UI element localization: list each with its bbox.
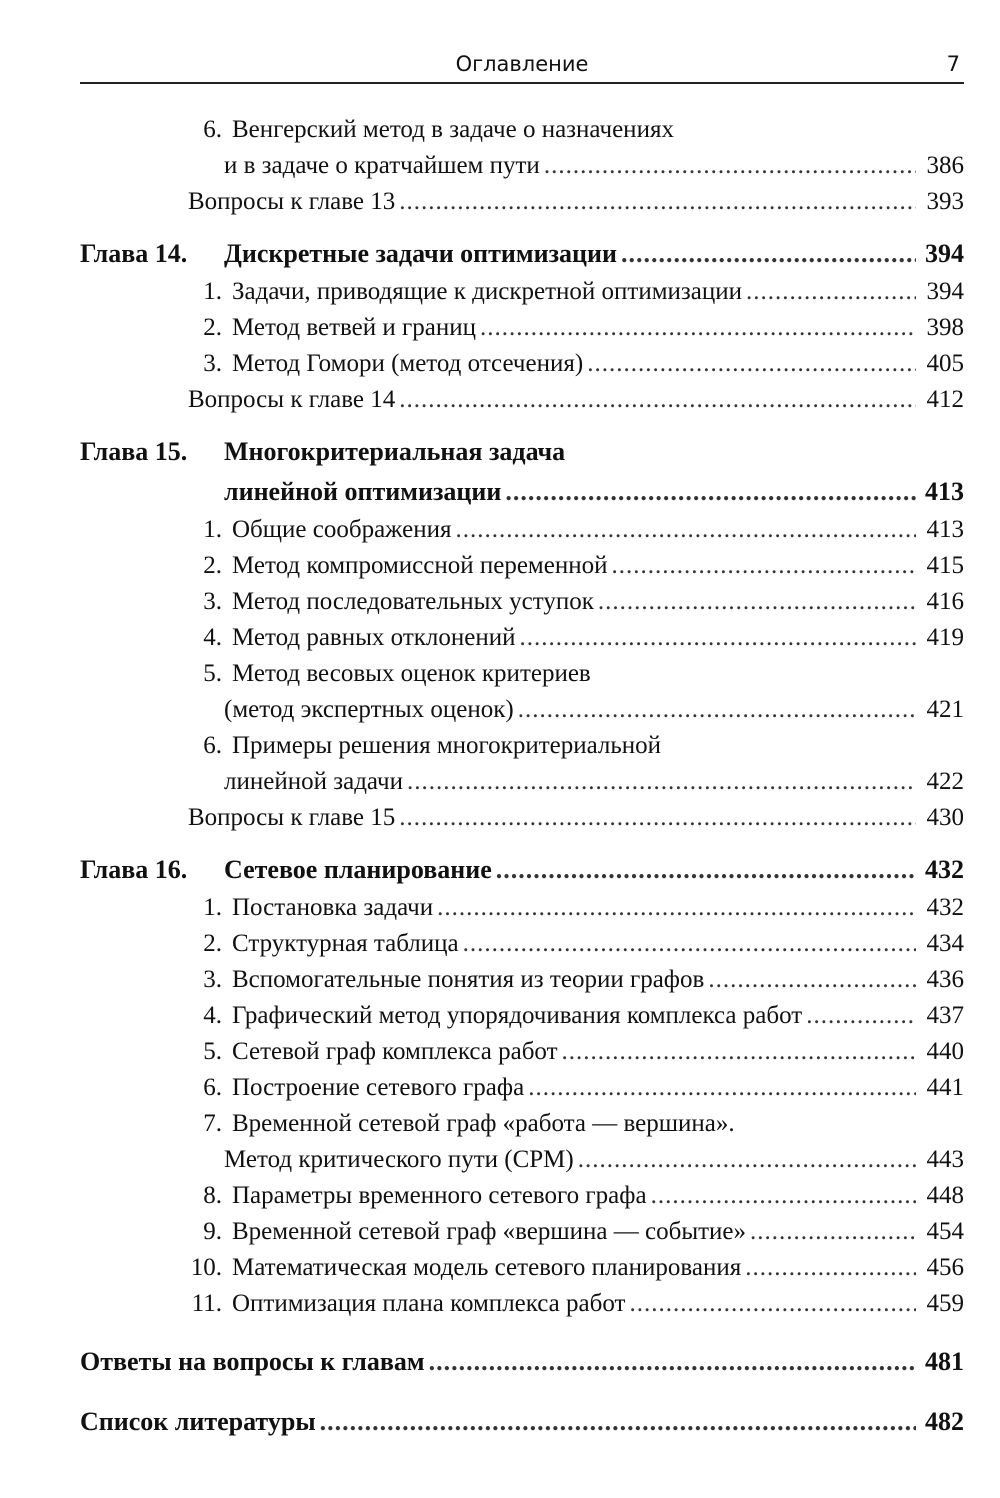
section-number: 10. <box>190 1254 222 1281</box>
toc-entry[interactable] <box>80 890 964 926</box>
toc-entry-continuation[interactable] <box>80 692 964 728</box>
running-header-title: Оглавление <box>455 52 589 76</box>
section-title: Построение сетевого графа <box>232 1074 525 1101</box>
chapter-label: Глава 14. <box>80 239 188 268</box>
dot-leader <box>480 310 916 346</box>
dot-leader <box>463 926 916 962</box>
section-title: Метод компромиссной переменной <box>232 552 608 579</box>
section-title: Задачи, приводящие к дискретной оптимизации <box>232 278 743 305</box>
section-title: Метод ветвей и границ <box>232 314 477 341</box>
dot-leader <box>399 800 916 836</box>
toc-entry[interactable] <box>80 1250 964 1286</box>
toc-entry[interactable] <box>80 310 964 346</box>
section-title: Вопросы к главе 14 <box>188 386 396 413</box>
section-number: 6. <box>203 732 222 759</box>
section-number: 5. <box>203 660 222 687</box>
page-ref: 432 <box>925 855 964 884</box>
toc-entry[interactable] <box>80 112 964 148</box>
section-title: Метод равных отклонений <box>232 624 516 651</box>
toc-chapter-15[interactable] <box>80 432 964 472</box>
dot-leader <box>651 1178 916 1214</box>
chapter-title: Ответы на вопросы к главам <box>80 1347 425 1376</box>
page-ref: 448 <box>926 1182 964 1209</box>
section-number: 1. <box>203 894 222 921</box>
toc-entry[interactable] <box>80 962 964 998</box>
chapter-title: Многокритериальная задача <box>224 437 566 466</box>
page-ref: 481 <box>925 1347 964 1376</box>
page-ref: 430 <box>926 804 964 831</box>
chapter-label: Глава 16. <box>80 855 188 884</box>
dot-leader <box>806 998 916 1034</box>
section-title: Вопросы к главе 13 <box>188 188 396 215</box>
dot-leader <box>399 382 916 418</box>
section-title: Общие соображения <box>232 516 452 543</box>
toc-entry[interactable] <box>80 1286 964 1322</box>
toc-entry-continuation[interactable] <box>80 148 964 184</box>
section-number: 6. <box>203 116 222 143</box>
section-number: 2. <box>203 552 222 579</box>
dot-leader <box>437 890 916 926</box>
toc-entry[interactable] <box>80 728 964 764</box>
section-title: Математическая модель сетевого планирования <box>232 1254 742 1281</box>
section-title: и в задаче о кратчайшем пути <box>224 152 540 179</box>
dot-leader <box>746 274 916 310</box>
page-ref: 441 <box>926 1074 964 1101</box>
page-ref: 413 <box>925 477 964 506</box>
section-number: 4. <box>203 624 222 651</box>
section-number: 11. <box>191 1290 222 1317</box>
toc-entry[interactable] <box>80 1070 964 1106</box>
toc-entry[interactable] <box>80 998 964 1034</box>
page-ref: 386 <box>926 152 964 179</box>
dot-leader <box>562 1034 916 1070</box>
page-ref: 459 <box>926 1290 964 1317</box>
toc-entry[interactable] <box>80 656 964 692</box>
section-title: Временной сетевой граф «работа — вершина». <box>232 1110 735 1137</box>
section-title: Вопросы к главе 15 <box>188 804 396 831</box>
dot-leader <box>496 850 916 890</box>
page-ref: 405 <box>926 350 964 377</box>
toc-literature[interactable] <box>80 1402 964 1442</box>
toc-entry[interactable] <box>80 620 964 656</box>
page-ref: 437 <box>926 1002 964 1029</box>
toc-entry-questions[interactable] <box>80 184 964 220</box>
section-title: Параметры временного сетевого графа <box>232 1182 647 1209</box>
toc-entry[interactable] <box>80 1034 964 1070</box>
toc-entry[interactable] <box>80 1178 964 1214</box>
section-number: 5. <box>203 1038 222 1065</box>
section-title: Венгерский метод в задаче о назначениях <box>232 116 674 143</box>
toc-entry[interactable] <box>80 274 964 310</box>
page-ref: 482 <box>925 1407 964 1436</box>
section-title: Метод весовых оценок критериев <box>232 660 591 687</box>
dot-leader <box>505 472 916 512</box>
section-title: Постановка задачи <box>232 894 434 921</box>
section-title: Примеры решения многокритериальной <box>232 732 662 759</box>
toc-entry-questions[interactable] <box>80 382 964 418</box>
chapter-title: Список литературы <box>80 1407 316 1436</box>
section-number: 7. <box>203 1110 222 1137</box>
section-number: 3. <box>203 588 222 615</box>
dot-leader <box>587 346 916 382</box>
page-ref: 398 <box>926 314 964 341</box>
section-title: линейной задачи <box>224 768 403 795</box>
section-number: 3. <box>203 350 222 377</box>
page-ref: 393 <box>926 188 964 215</box>
page-ref: 394 <box>926 278 964 305</box>
dot-leader <box>629 1286 916 1322</box>
toc-entry[interactable] <box>80 926 964 962</box>
dot-leader <box>598 584 916 620</box>
section-title: Метод последовательных уступок <box>232 588 594 615</box>
toc-entry[interactable] <box>80 548 964 584</box>
dot-leader <box>745 1250 916 1286</box>
dot-leader <box>544 148 916 184</box>
section-title: Метод критического пути (CPM) <box>224 1146 574 1173</box>
page-ref: 422 <box>926 768 964 795</box>
section-number: 1. <box>203 278 222 305</box>
toc-entry[interactable] <box>80 1214 964 1250</box>
chapter-title: линейной оптимизации <box>224 477 502 506</box>
dot-leader <box>429 1342 916 1382</box>
page-ref: 421 <box>926 696 964 723</box>
section-title: (метод экспертных оценок) <box>224 696 514 723</box>
page-number: 7 <box>946 52 960 76</box>
toc-entry[interactable] <box>80 512 964 548</box>
page-ref: 432 <box>926 894 964 921</box>
section-number: 6. <box>203 1074 222 1101</box>
section-number: 2. <box>203 930 222 957</box>
page-ref: 413 <box>926 516 964 543</box>
dot-leader <box>520 620 917 656</box>
page-ref: 415 <box>926 552 964 579</box>
page-ref: 434 <box>926 930 964 957</box>
dot-leader <box>320 1402 916 1442</box>
toc-answers[interactable] <box>80 1342 964 1382</box>
dot-leader <box>750 1214 916 1250</box>
dot-leader <box>708 962 916 998</box>
page-ref: 412 <box>926 386 964 413</box>
dot-leader <box>455 512 916 548</box>
section-number: 2. <box>203 314 222 341</box>
section-title: Вспомогательные понятия из теории графов <box>232 966 705 993</box>
page-ref: 456 <box>926 1254 964 1281</box>
section-title: Сетевой граф комплекса работ <box>232 1038 558 1065</box>
chapter-label: Глава 15. <box>80 437 188 466</box>
section-number: 9. <box>203 1218 222 1245</box>
chapter-title: Дискретные задачи оптимизации <box>224 239 617 268</box>
toc-entry-continuation[interactable] <box>80 764 964 800</box>
toc-chapter-16[interactable] <box>80 850 964 890</box>
section-title: Структурная таблица <box>232 930 459 957</box>
section-title: Графический метод упорядочивания комплекса работ <box>232 1002 803 1029</box>
page-ref: 394 <box>925 239 964 268</box>
table-of-contents <box>80 112 964 1442</box>
toc-entry[interactable] <box>80 346 964 382</box>
section-number: 3. <box>203 966 222 993</box>
section-number: 4. <box>203 1002 222 1029</box>
section-title: Временной сетевой граф «вершина — событие» <box>232 1218 747 1245</box>
section-number: 8. <box>203 1182 222 1209</box>
toc-entry[interactable] <box>80 584 964 620</box>
section-title: Оптимизация плана комплекса работ <box>232 1290 626 1317</box>
toc-entry-continuation[interactable] <box>80 1142 964 1178</box>
page-ref: 436 <box>926 966 964 993</box>
page-ref: 440 <box>926 1038 964 1065</box>
toc-entry[interactable] <box>80 1106 964 1142</box>
section-number: 1. <box>203 516 222 543</box>
page-ref: 454 <box>926 1218 964 1245</box>
toc-entry-questions[interactable] <box>80 800 964 836</box>
page-ref: 416 <box>926 588 964 615</box>
dot-leader <box>621 234 916 274</box>
page-ref: 419 <box>926 624 964 651</box>
toc-chapter-15-continuation[interactable] <box>80 472 964 512</box>
dot-leader <box>612 548 917 584</box>
chapter-title: Сетевое планирование <box>224 855 492 884</box>
page-ref: 443 <box>926 1146 964 1173</box>
dot-leader <box>399 184 916 220</box>
dot-leader <box>528 1070 916 1106</box>
section-title: Метод Гомори (метод отсечения) <box>232 350 584 377</box>
dot-leader <box>578 1142 916 1178</box>
toc-chapter-14[interactable] <box>80 234 964 274</box>
running-header <box>80 48 964 84</box>
dot-leader <box>407 764 916 800</box>
dot-leader <box>518 692 916 728</box>
